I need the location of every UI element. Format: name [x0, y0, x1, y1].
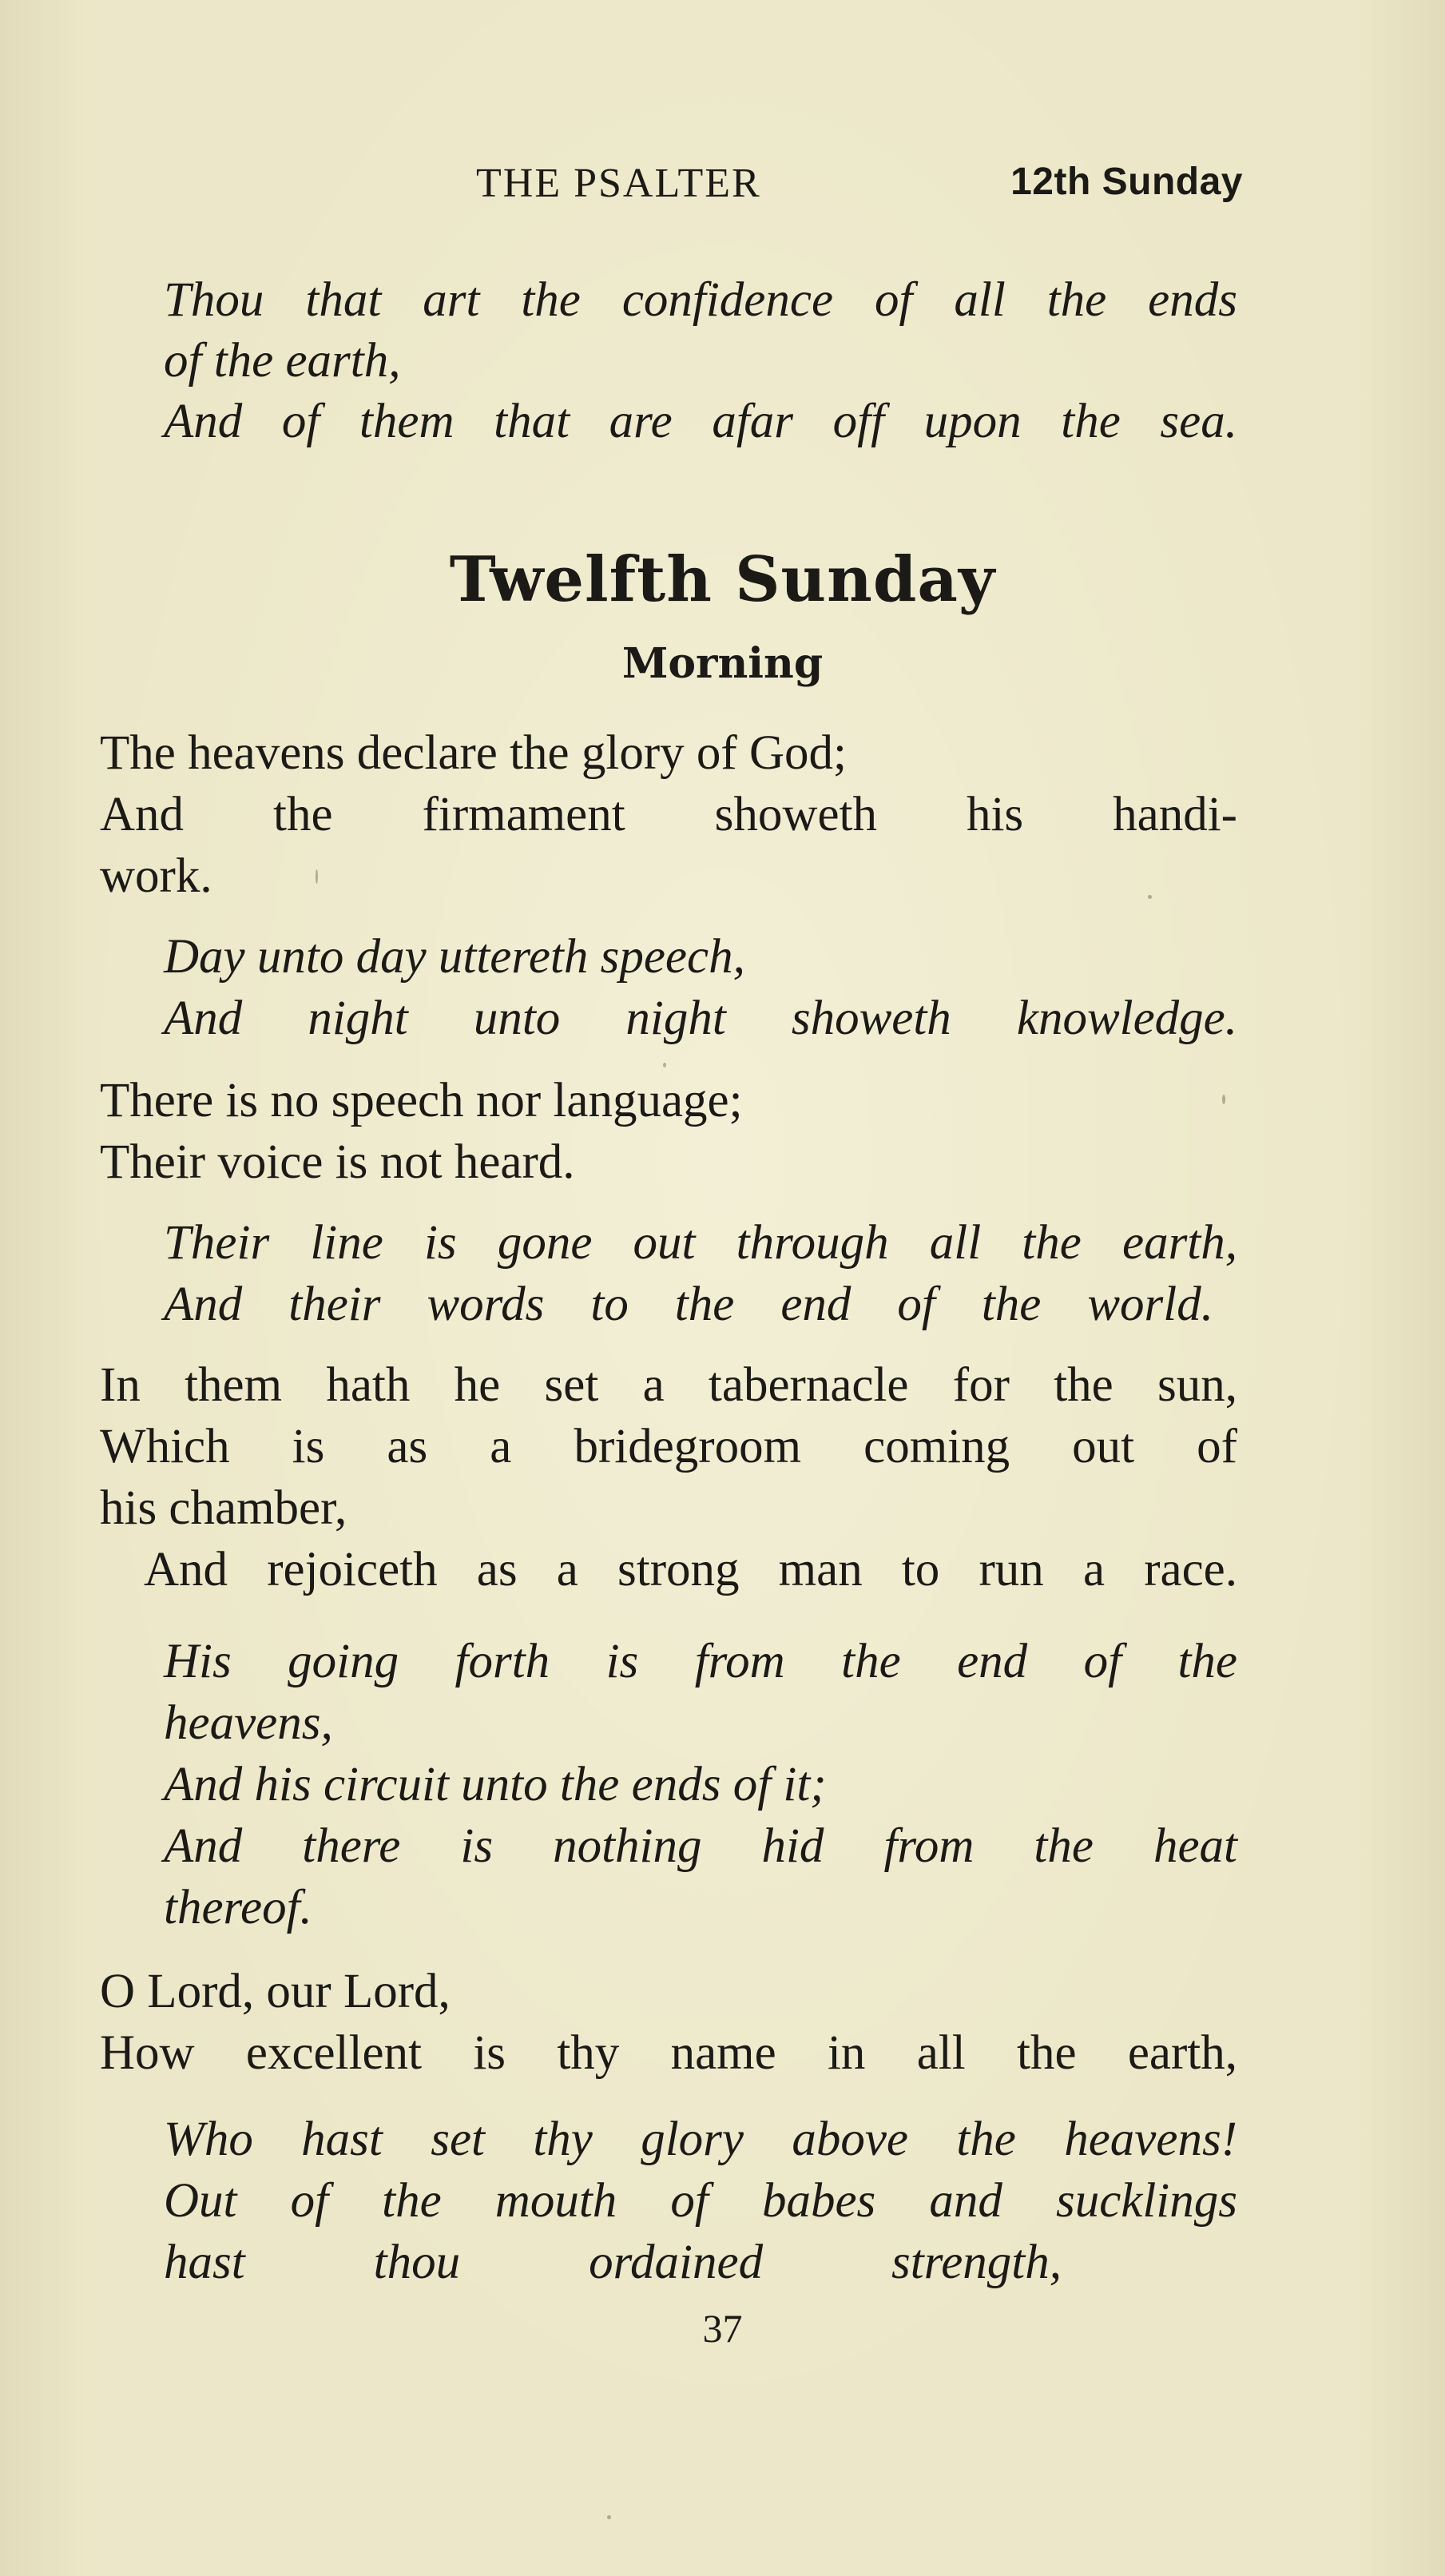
- verse-line: heavens,: [164, 1696, 333, 1750]
- verse-line: Who hast set thy glory above the heavens!: [164, 2113, 1237, 2166]
- verse-line: And night unto night showeth knowledge.: [164, 992, 1237, 1045]
- page-number: 37: [702, 2306, 743, 2351]
- verse-line: And the firmament showeth his handi-: [100, 788, 1237, 841]
- verse-line: Thou that art the confidence of all the ends: [164, 273, 1237, 327]
- section-subheading: Morning: [621, 639, 824, 688]
- running-head: [476, 160, 1243, 224]
- verse-line: of the earth,: [164, 334, 401, 388]
- verse-line: And their words to the end of the world.: [164, 1278, 1213, 1331]
- verse-line: O Lord, our Lord,: [100, 1965, 451, 2018]
- verse-line: Day unto day uttereth speech,: [164, 930, 745, 984]
- verse-line: And rejoiceth as a strong man to run a race.: [144, 1543, 1237, 1596]
- paper-speck: [663, 1063, 666, 1067]
- paper-speck: [1222, 1095, 1225, 1104]
- verse-line: thereof.: [164, 1881, 312, 1934]
- section-heading: Twelfth Sunday: [449, 543, 996, 616]
- verse-line: Out of the mouth of babes and sucklings: [164, 2174, 1237, 2228]
- verse-line: Their voice is not heard.: [100, 1135, 575, 1189]
- verse-line: work.: [100, 849, 212, 903]
- verse-line: His going forth is from the end of the: [164, 1635, 1237, 1688]
- running-head-title: THE PSALTER: [476, 161, 761, 206]
- verse-line: How excellent is thy name in all the earth,: [100, 2026, 1237, 2080]
- verse-line: There is no speech nor language;: [100, 1074, 743, 1127]
- paper-speck: [607, 2515, 611, 2519]
- running-head-section: 12th Sunday: [1010, 161, 1243, 203]
- verse-line: And his circuit unto the ends of it;: [164, 1758, 827, 1811]
- verse-line: hast thou ordained strength,: [164, 2236, 1062, 2289]
- verse-line: Which is as a bridegroom coming out of: [100, 1420, 1237, 1473]
- verse-line: And of them that are afar off upon the sea.: [164, 395, 1237, 448]
- verse-line: his chamber,: [100, 1481, 347, 1535]
- verse-line: Their line is gone out through all the earth,: [164, 1216, 1237, 1270]
- paper-speck: [316, 869, 318, 884]
- verse-line: And there is nothing hid from the heat: [164, 1819, 1237, 1873]
- verse-line: The heavens declare the glory of God;: [100, 726, 847, 780]
- verse-line: In them hath he set a tabernacle for the sun,: [100, 1358, 1237, 1412]
- paper-speck: [1148, 895, 1152, 899]
